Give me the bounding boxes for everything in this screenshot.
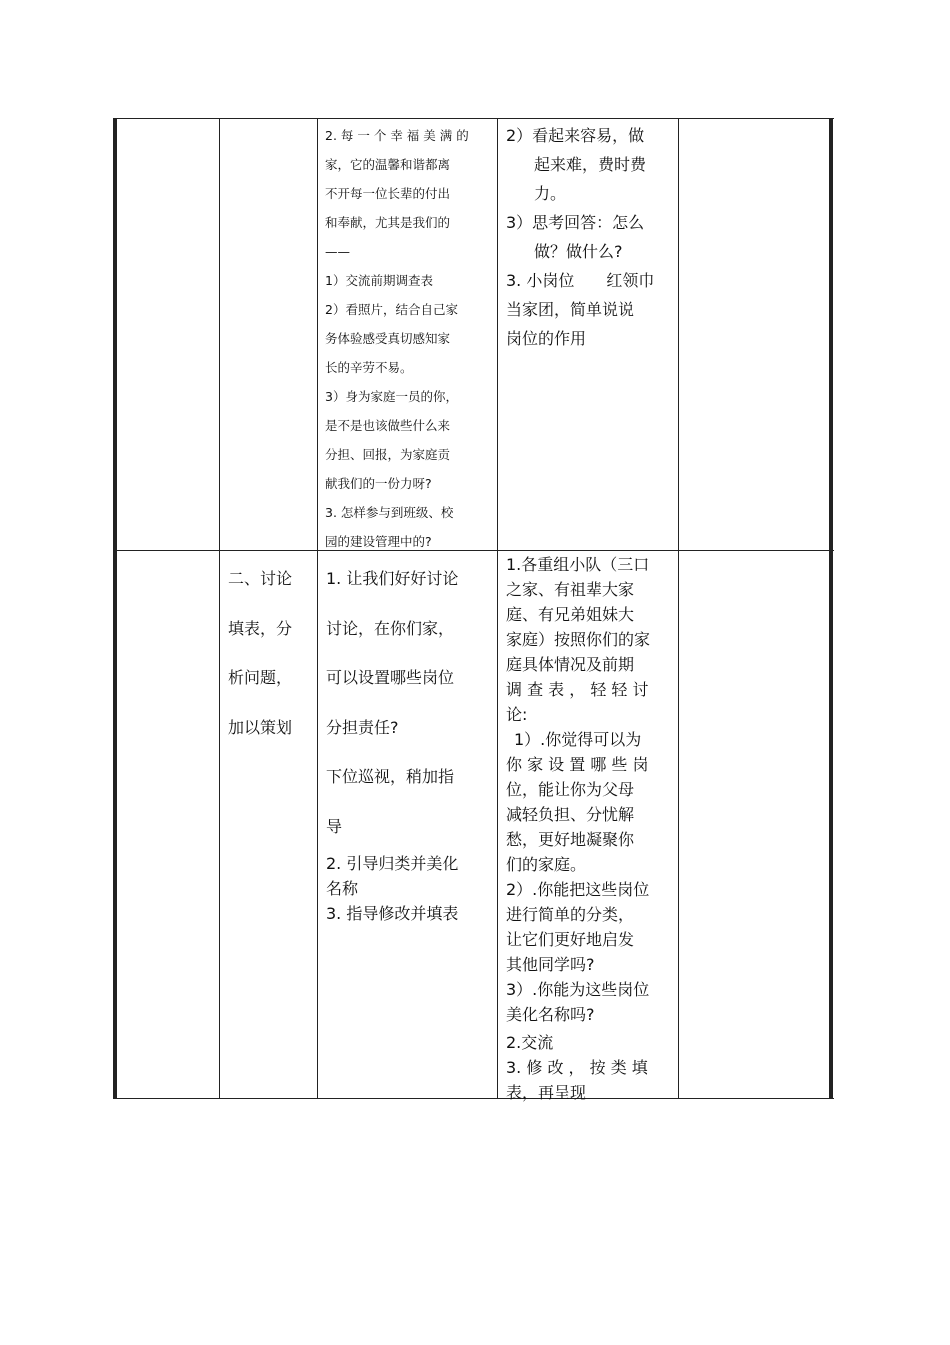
text-line: 导: [326, 816, 343, 836]
text-line: 二、讨论: [228, 569, 293, 588]
text-line: 让它们更好地启发: [506, 930, 635, 949]
text-line: 2）.你能把这些岗位: [506, 880, 650, 899]
text-line: 调 查 表 ， 轻 轻 讨: [506, 680, 649, 699]
text-line: 家，它的温馨和谐都离: [325, 157, 451, 172]
text-line: 1）交流前期调查表: [325, 273, 433, 288]
row1-teacher-cell: [325, 121, 495, 556]
text-line: 位，能让你为父母: [506, 780, 635, 799]
text-line: 岗位的作用: [506, 329, 587, 348]
table-left-border: [113, 118, 117, 1099]
column-divider: [317, 118, 318, 1099]
text-line: 3）身为家庭一员的你，: [325, 389, 458, 404]
column-divider: [678, 118, 679, 1099]
text-line: 1.各重组小队（三口: [506, 555, 650, 574]
text-line: 献我们的一份力呀?: [325, 476, 432, 491]
text-line: 3）思考回答：怎么: [506, 213, 645, 232]
table-bottom-border: [113, 1098, 834, 1099]
text-line: 3. 小岗位 红领巾: [506, 271, 655, 290]
text-line: 进行简单的分类，: [506, 905, 635, 924]
text-line: 3. 指导修改并填表: [326, 904, 459, 923]
text-line: 2）看照片，结合自己家: [325, 302, 458, 317]
text-line: 1）.你觉得可以为: [514, 730, 642, 749]
row2-teacher-cell: [326, 554, 496, 926]
column-divider: [497, 118, 498, 1099]
text-line: 愁，更好地凝聚你: [506, 830, 635, 849]
text-line: 长的辛劳不易。: [325, 360, 413, 375]
text-line: 你 家 设 置 哪 些 岗: [506, 755, 649, 774]
text-line: 做？做什么?: [534, 242, 623, 261]
text-line: 庭、有兄弟姐妹大: [506, 605, 635, 624]
text-line: 可以设置哪些岗位: [326, 668, 455, 687]
text-line: 讨论，在你们家，: [326, 618, 455, 638]
text-line: 力。: [534, 184, 567, 203]
text-line: 园的建设管理中的?: [325, 534, 432, 549]
table-top-border: [113, 118, 834, 119]
text-line: 析问题，: [228, 668, 293, 687]
text-line: 下位巡视，稍加指: [326, 767, 455, 786]
text-line: 分担责任?: [326, 717, 399, 737]
lesson-plan-table: [113, 118, 834, 1102]
text-line: ——: [325, 244, 350, 259]
text-line: 家庭）按照你们的家: [506, 630, 651, 649]
text-line: 其他同学吗?: [506, 955, 595, 974]
text-line: 务体验感受真切感知家: [325, 331, 451, 346]
text-line: 分担、回报，为家庭贡: [325, 447, 451, 462]
text-line: 论:: [506, 705, 528, 724]
text-line: 们的家庭。: [506, 855, 587, 874]
row1-student-cell: [506, 121, 676, 353]
text-line: 和奉献，尤其是我们的: [325, 215, 451, 230]
text-line: 之家、有祖辈大家: [506, 580, 635, 599]
text-line: 当家团，简单说说: [506, 300, 635, 319]
text-line: 1. 让我们好好讨论: [326, 569, 459, 588]
text-line: 2. 每 一 个 幸 福 美 满 的: [325, 128, 469, 143]
column-divider: [219, 118, 220, 1099]
row2-stage-cell: [228, 554, 316, 752]
text-line: 起来难，费时费: [534, 155, 647, 174]
text-line: 减轻负担、分忧解: [506, 805, 635, 824]
text-line: 不开每一位长辈的付出: [325, 186, 451, 201]
text-line: 2. 引导归类并美化: [326, 854, 459, 873]
row2-student-cell: [506, 552, 678, 1105]
text-line: 表，再呈现: [506, 1083, 587, 1102]
text-line: 庭具体情况及前期: [506, 655, 635, 674]
text-line: 名称: [326, 879, 359, 898]
text-line: 2.交流: [506, 1033, 554, 1052]
text-line: 美化名称吗?: [506, 1005, 595, 1024]
text-line: 填表，分: [228, 618, 293, 638]
text-line: 2）看起来容易，做: [506, 126, 645, 145]
table-right-border: [829, 118, 833, 1099]
text-line: 3. 修 改 ， 按 类 填: [506, 1058, 648, 1077]
text-line: 加以策划: [228, 717, 293, 737]
text-line: 是不是也该做些什么来: [325, 418, 451, 433]
text-line: 3）.你能为这些岗位: [506, 980, 650, 999]
text-line: 3. 怎样参与到班级、校: [325, 505, 454, 520]
